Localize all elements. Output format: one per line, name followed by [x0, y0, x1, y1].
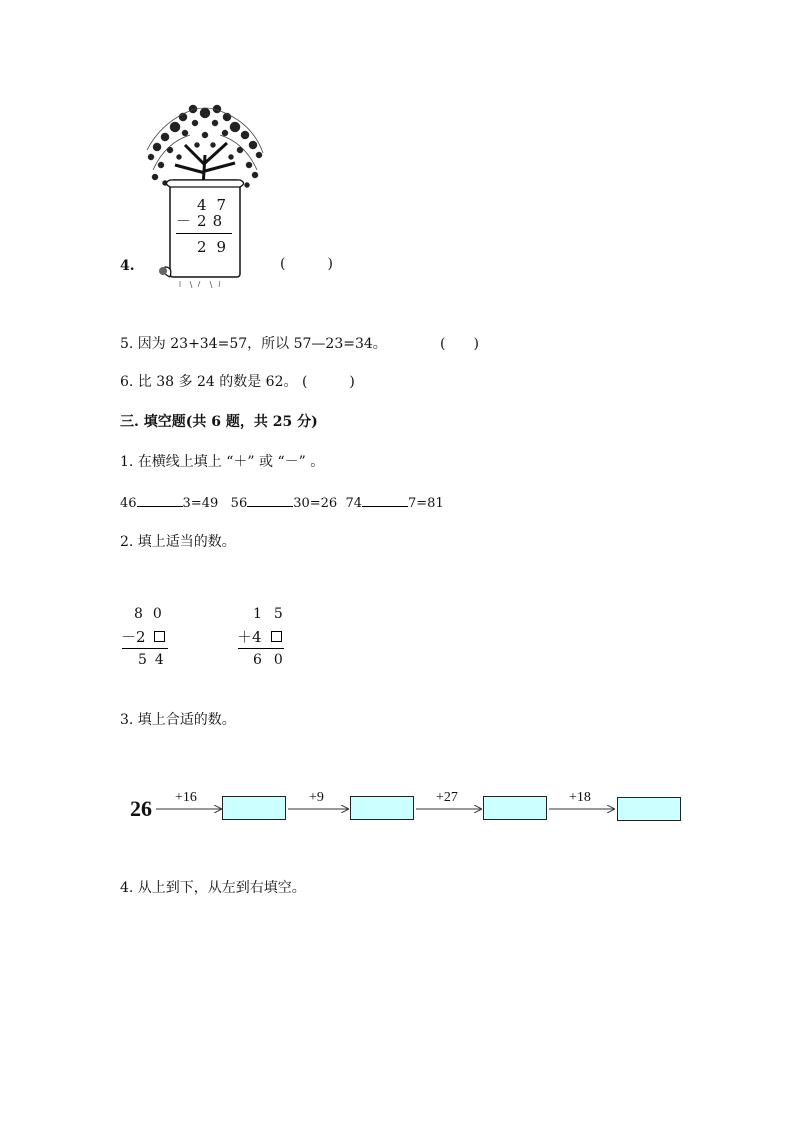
right-result-ones: 0 — [273, 652, 295, 668]
eq2-left: 56 — [230, 496, 248, 511]
subtrahend-ones: 8 — [212, 212, 229, 230]
answer-box-2[interactable] — [350, 796, 414, 820]
step-label-1: +16 — [175, 790, 197, 805]
answer-box-1[interactable] — [222, 796, 286, 820]
answer-box-3[interactable] — [483, 796, 547, 820]
minus-sign: － — [176, 212, 198, 230]
step-label-2: +9 — [309, 790, 324, 805]
eq3-right: 7=81 — [408, 496, 444, 511]
step-label-3: +27 — [436, 790, 458, 805]
right-top-tens: 1 — [253, 606, 274, 622]
left-top-ones: 0 — [152, 606, 172, 622]
q4-number: 4. — [120, 258, 135, 274]
q4-answer-paren[interactable]: ( ) — [280, 256, 333, 272]
result-ones: 9 — [216, 238, 237, 256]
right-top-ones: 5 — [273, 606, 295, 622]
answer-box-4[interactable] — [617, 797, 681, 821]
minuend-tens: 4 — [197, 196, 217, 214]
fill1-prompt: 1. 在横线上填上 “＋” 或 “－” 。 — [120, 454, 325, 470]
right-op-digit: ＋4 — [237, 628, 262, 646]
left-result-tens: 5 — [138, 652, 155, 668]
q5-answer-paren[interactable]: ( ) — [440, 336, 479, 352]
section-title: 三. 填空题(共 6 题，共 25 分) — [120, 414, 318, 430]
fill2-prompt: 2. 填上适当的数。 — [120, 534, 236, 550]
subtrahend-tens: 2 — [197, 212, 213, 230]
step-label-4: +18 — [569, 790, 591, 805]
q5-text: 5. 因为 23+34=57，所以 57—23=34。 — [120, 336, 387, 352]
eq1-right: 3=49 — [182, 496, 219, 511]
minuend-ones: 7 — [216, 196, 237, 214]
eq1-left: 46 — [120, 496, 137, 511]
right-result-tens: 6 — [253, 652, 274, 668]
left-top-tens: 8 — [134, 606, 153, 622]
fill3-prompt: 3. 填上合适的数。 — [120, 712, 236, 728]
left-result-ones: 4 — [154, 652, 172, 668]
fill4-prompt: 4. 从上到下，从左到右填空。 — [120, 880, 306, 896]
eq3-left: 74 — [345, 496, 363, 511]
eq2-right: 30=26 — [293, 496, 338, 511]
q6-text: 6. 比 38 多 24 的数是 62。 ( ) — [120, 374, 355, 390]
result-tens: 2 — [197, 238, 217, 256]
fill3-start-number: 26 — [130, 796, 152, 821]
left-op-digit: －2 — [121, 628, 146, 646]
